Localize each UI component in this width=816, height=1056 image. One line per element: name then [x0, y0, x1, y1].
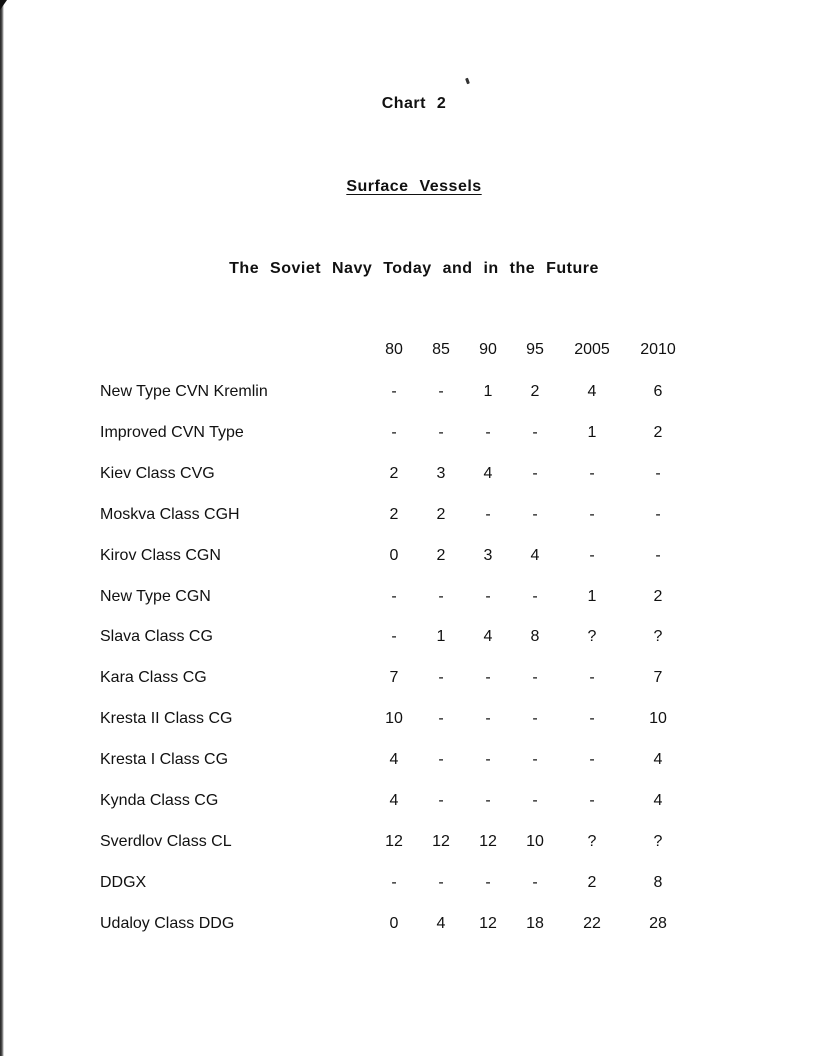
vessel-count-cell: - — [485, 669, 491, 687]
vessel-count-cell: 4 — [483, 628, 493, 646]
table-row — [0, 874, 816, 896]
vessel-count-cell: 4 — [483, 464, 493, 482]
vessel-count-cell: - — [438, 710, 444, 728]
vessel-count-cell: 12 — [479, 914, 497, 932]
vessel-count-cell: 4 — [389, 751, 399, 769]
vessel-count-cell: 4 — [653, 792, 663, 809]
vessel-count-cell: - — [589, 546, 595, 564]
section-title — [6, 178, 816, 196]
section-title-text: Surface Vessels — [346, 178, 482, 195]
vessel-count-cell: - — [391, 587, 397, 605]
year-header: 95 — [526, 341, 544, 358]
vessel-count-cell: ? — [587, 832, 597, 850]
vessel-count-cell: 2 — [653, 587, 663, 605]
vessel-count-cell: 2 — [389, 505, 399, 523]
vessel-count-cell: - — [532, 751, 538, 769]
scan-corner-mark — [0, 0, 7, 10]
vessel-class-label: Improved CVN Type — [100, 423, 244, 441]
vessel-count-cell: 1 — [587, 587, 597, 605]
vessel-count-cell: 12 — [432, 832, 450, 850]
vessel-count-cell: - — [532, 669, 538, 687]
year-header: 2005 — [574, 341, 610, 358]
vessel-count-cell: - — [532, 423, 538, 441]
table-row — [0, 465, 816, 487]
table-row — [0, 383, 816, 405]
scan-speck — [465, 78, 470, 85]
vessel-count-cell: - — [391, 873, 397, 891]
scan-edge — [0, 0, 4, 1056]
vessel-count-cell: - — [532, 505, 538, 523]
vessel-count-cell: 2 — [530, 383, 540, 400]
vessel-class-label: Sverdlov Class CL — [100, 832, 232, 850]
table-row — [0, 751, 816, 773]
table-row — [0, 506, 816, 528]
vessel-count-cell: 10 — [385, 710, 403, 728]
vessel-count-cell: 4 — [530, 546, 540, 564]
vessel-count-cell: - — [532, 587, 538, 605]
page-subtitle: The Soviet Navy Today and in the Future — [229, 260, 599, 277]
vessel-count-cell: ? — [587, 628, 597, 646]
table-row — [0, 628, 816, 650]
vessel-count-cell: 28 — [649, 914, 667, 932]
vessel-class-label: Moskva Class CGH — [100, 505, 240, 523]
table-row — [0, 669, 816, 691]
vessel-count-cell: - — [655, 546, 661, 564]
vessel-class-label: Kynda Class CG — [100, 792, 219, 809]
vessel-count-cell: - — [532, 464, 538, 482]
vessel-count-cell: - — [532, 792, 538, 809]
table-row — [0, 710, 816, 732]
vessel-count-cell: - — [589, 792, 595, 809]
vessel-class-label: Kirov Class CGN — [100, 546, 221, 564]
vessel-count-cell: 2 — [436, 505, 446, 523]
vessel-count-cell: - — [485, 873, 491, 891]
vessel-count-cell: - — [391, 423, 397, 441]
vessel-count-cell: - — [485, 792, 491, 809]
year-header-row — [0, 341, 816, 363]
vessel-count-cell: 3 — [483, 546, 493, 564]
vessel-count-cell: - — [485, 423, 491, 441]
year-header: 85 — [432, 341, 450, 358]
vessel-count-cell: 0 — [389, 546, 399, 564]
vessel-count-cell: - — [485, 751, 491, 769]
table-row — [0, 792, 816, 814]
vessel-count-cell: - — [391, 383, 397, 400]
vessel-count-cell: - — [485, 505, 491, 523]
vessel-count-cell: - — [589, 505, 595, 523]
vessel-count-cell: 12 — [479, 832, 497, 850]
vessel-count-cell: - — [438, 751, 444, 769]
vessel-count-cell: 1 — [436, 628, 446, 646]
vessel-count-cell: 2 — [587, 873, 597, 891]
vessel-count-cell: 12 — [385, 832, 403, 850]
vessel-count-cell: 10 — [649, 710, 667, 728]
vessel-count-cell: 4 — [389, 792, 399, 809]
vessel-count-cell: - — [589, 710, 595, 728]
vessel-count-cell: - — [589, 464, 595, 482]
vessel-count-cell: - — [485, 587, 491, 605]
vessel-count-cell: - — [485, 710, 491, 728]
vessel-count-cell: - — [589, 669, 595, 687]
vessel-count-cell: ? — [653, 628, 663, 646]
vessel-count-cell: - — [438, 383, 444, 400]
vessel-count-cell: 2 — [436, 546, 446, 564]
vessel-class-label: DDGX — [100, 873, 147, 891]
vessel-class-label: New Type CVN Kremlin — [100, 383, 268, 400]
vessel-count-cell: ? — [653, 832, 663, 850]
vessel-count-cell: - — [532, 873, 538, 891]
vessel-count-cell: 7 — [653, 669, 663, 687]
vessel-count-cell: - — [438, 669, 444, 687]
vessel-count-cell: - — [438, 587, 444, 605]
vessel-class-label: Kresta II Class CG — [100, 710, 233, 728]
vessel-count-cell: 6 — [653, 383, 663, 400]
chart-number: Chart 2 — [381, 95, 447, 112]
vessel-count-cell: 2 — [653, 423, 663, 441]
vessel-count-cell: 1 — [587, 423, 597, 441]
vessel-count-cell: 1 — [483, 383, 493, 400]
vessel-count-cell: 4 — [653, 751, 663, 769]
vessel-count-cell: 8 — [653, 873, 663, 891]
vessel-count-cell: - — [391, 628, 397, 646]
vessel-count-cell: 18 — [526, 914, 544, 932]
vessel-count-cell: - — [438, 423, 444, 441]
table-row — [0, 547, 816, 569]
vessel-count-cell: 7 — [389, 669, 399, 687]
vessel-count-cell: - — [438, 792, 444, 809]
vessel-class-label: Kiev Class CVG — [100, 464, 215, 482]
year-header: 90 — [479, 341, 497, 358]
table-row — [0, 588, 816, 610]
year-header: 2010 — [640, 341, 676, 358]
table-row — [0, 424, 816, 446]
vessel-count-cell: 22 — [583, 914, 601, 932]
year-header: 80 — [385, 341, 403, 358]
vessel-count-cell: 8 — [530, 628, 540, 646]
vessel-count-cell: - — [532, 710, 538, 728]
vessel-class-label: Kresta I Class CG — [100, 751, 229, 769]
vessel-count-cell: - — [655, 505, 661, 523]
vessel-count-cell: 4 — [587, 383, 597, 400]
vessel-count-cell: - — [589, 751, 595, 769]
vessel-class-label: Kara Class CG — [100, 669, 207, 687]
vessel-class-label: Udaloy Class DDG — [100, 914, 235, 932]
vessel-count-cell: 4 — [436, 914, 446, 932]
vessel-count-cell: 2 — [389, 464, 399, 482]
vessel-class-label: Slava Class CG — [100, 628, 213, 646]
table-row — [0, 833, 816, 855]
vessel-count-cell: - — [438, 873, 444, 891]
vessel-count-cell: 10 — [526, 832, 544, 850]
vessel-count-cell: 0 — [389, 914, 399, 932]
vessel-count-cell: - — [655, 464, 661, 482]
vessel-count-cell: 3 — [436, 464, 446, 482]
vessel-class-label: New Type CGN — [100, 587, 211, 605]
table-row — [0, 915, 816, 937]
